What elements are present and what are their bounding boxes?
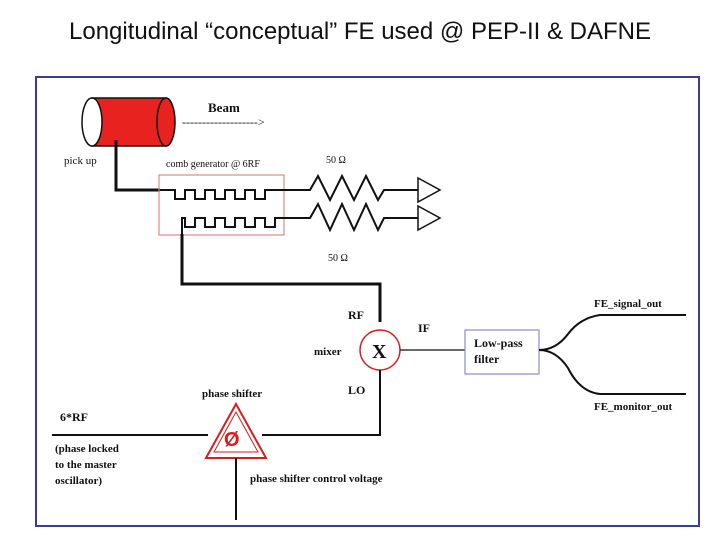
pickup-wire [116, 140, 160, 190]
signal-out-label: FE_signal_out [594, 298, 662, 310]
resistor-bottom [300, 204, 418, 230]
slide-title: Longitudinal “conceptual” FE used @ PEP-II & DAFNE [69, 18, 651, 45]
comb-label: comb generator @ 6RF [166, 159, 260, 170]
mixer-symbol: X [372, 341, 387, 363]
beam-arrow: -------------------> [182, 115, 265, 129]
phase-shifter-label: phase shifter [202, 388, 263, 400]
filter-label-line1: Low-pass [474, 336, 523, 350]
termination-bottom [418, 206, 440, 230]
phase-symbol: Ø [224, 429, 240, 451]
comb-waveform-bottom [182, 218, 300, 236]
phase-note-3: oscillator) [55, 475, 103, 487]
termination-top [418, 178, 440, 202]
filter-label-line2: filter [474, 352, 500, 366]
resistor-bottom-label: 50 Ω [328, 253, 348, 264]
resistor-top-label: 50 Ω [326, 155, 346, 166]
control-voltage-label: phase shifter control voltage [250, 473, 383, 485]
pickup-cylinder [82, 98, 175, 146]
mixer-label: mixer [314, 346, 342, 358]
comb-waveform-top [160, 190, 300, 199]
rf-label: RF [348, 308, 364, 322]
lo-wire [262, 370, 380, 435]
monitor-out-wire [539, 350, 686, 394]
pickup-label: pick up [64, 155, 97, 167]
if-label: IF [418, 321, 430, 335]
resistor-top [300, 176, 418, 200]
monitor-out-label: FE_monitor_out [594, 401, 673, 413]
beam-label: Beam [208, 100, 240, 115]
phase-note-1: (phase locked [55, 443, 119, 455]
lo-label: LO [348, 383, 366, 397]
signal-out-wire [539, 315, 686, 350]
phase-note-2: to the master [55, 459, 117, 471]
six-rf-label: 6*RF [60, 410, 88, 424]
